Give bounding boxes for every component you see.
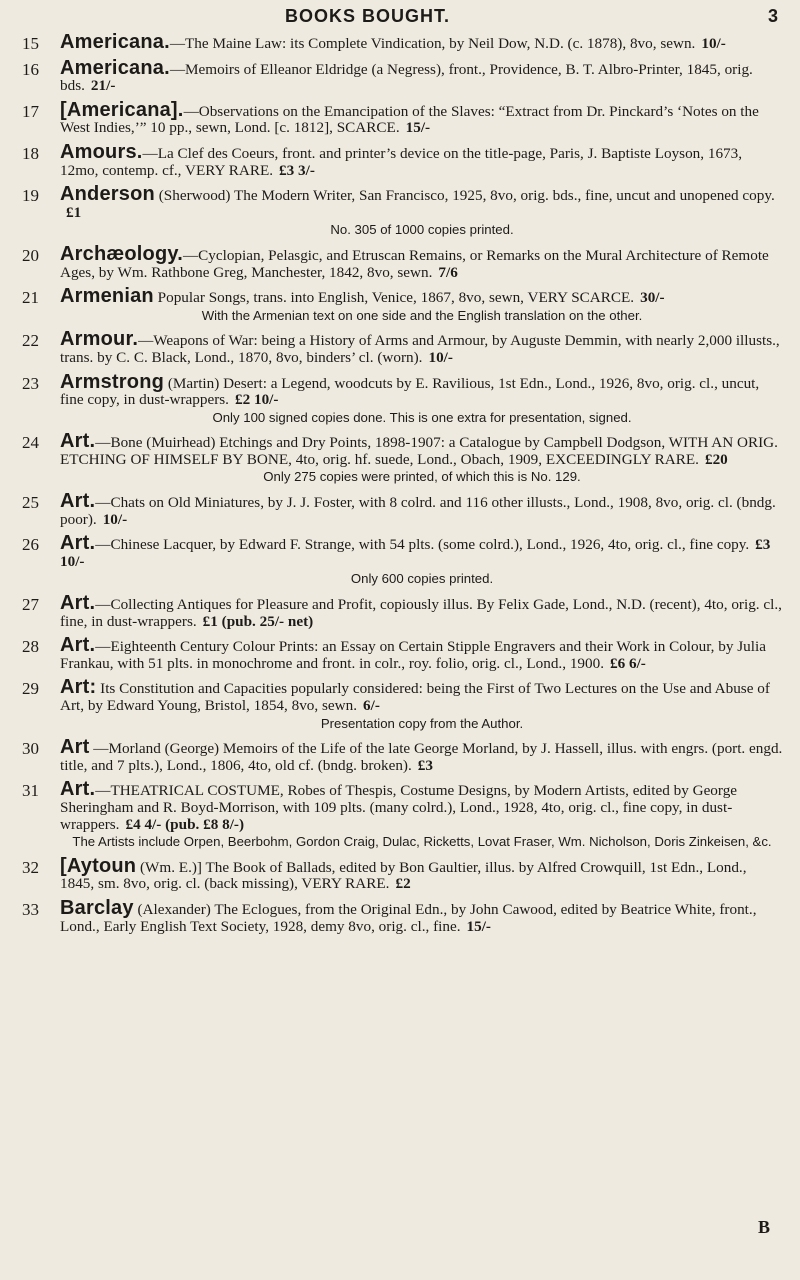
- entry-price: £3: [417, 756, 433, 774]
- entry-headword: Americana.: [60, 31, 170, 53]
- list-item: [0, 242, 800, 281]
- entry-number: 17: [22, 101, 39, 121]
- entry-note: With the Armenian text on one side and the English translation on the other.: [201, 307, 643, 323]
- entry-headword: Americana.: [60, 56, 170, 79]
- entry-list: [0, 31, 800, 942]
- entry-number: 19: [22, 186, 39, 206]
- list-item: [0, 634, 800, 672]
- entry-description: —Chinese Lacquer, by Edward F. Strange, with 54 plts. (some colrd.), Lond., 1926, 4to, orig. cl., fine copy.: [95, 536, 750, 554]
- entry-headword: Amours.: [60, 140, 143, 163]
- list-item: [0, 31, 800, 53]
- list-item: [0, 285, 800, 324]
- entry-price: £1: [66, 203, 82, 221]
- entry-headword: Art.: [60, 490, 96, 513]
- list-item: [0, 56, 800, 95]
- entry-description: Popular Songs, trans. into English, Venice, 1867, 8vo, sewn, VERY SCARCE.: [153, 289, 635, 307]
- list-item: [0, 854, 800, 893]
- entry-description: —The Maine Law: its Complete Vindication, by Neil Dow, N.D. (c. 1878), 8vo, sewn.: [169, 35, 696, 52]
- entry-headword: Armour.: [60, 328, 139, 351]
- entry-headword: Armenian: [60, 285, 154, 308]
- list-item: [0, 183, 800, 239]
- entry-price: £20: [704, 450, 728, 468]
- entry-price: £2: [395, 875, 411, 893]
- entry-description: (Alexander) The Eclogues, from the Original Edn., by John Cawood, edited by Beatrice White, front., Lond., Early English Text Society, 1928, demy 8vo, orig. cl., fine.: [60, 900, 757, 935]
- entry-headword: Art.: [60, 634, 96, 657]
- entry-number: 20: [22, 245, 39, 265]
- entry-number: 26: [22, 535, 39, 555]
- list-item: [0, 98, 800, 137]
- entry-description: —Chats on Old Miniatures, by J. J. Foster, with 8 colrd. and 116 other illusts., Lond., 1908, 8vo, orig. cl. (bndg. poor).: [60, 494, 776, 528]
- entry-number: 15: [22, 34, 39, 53]
- entry-price: £2 10/-: [234, 391, 279, 409]
- list-item: [0, 532, 800, 588]
- list-item: [0, 328, 800, 366]
- entry-note: Presentation copy from the Author.: [320, 715, 524, 731]
- entry-headword: [Aytoun: [60, 854, 137, 877]
- entry-note: Only 275 copies were printed, of which this is No. 129.: [263, 469, 581, 485]
- entry-number: 29: [22, 679, 39, 699]
- entry-price: £3 10/-: [60, 536, 771, 570]
- entry-price: £1 (pub. 25/- net): [202, 612, 314, 630]
- entry-number: 33: [22, 899, 39, 919]
- entry-description: —Weapons of War: being a History of Arms and Armour, by Auguste Demmin, with nearly 2,000 illusts., trans. by C. C. Black, Lond., 1870, 8vo, binders’ cl. (worn).: [60, 332, 780, 366]
- entry-description: —Eighteenth Century Colour Prints: an Essay on Certain Stipple Engravers and their Work in Colour, by Julia Frankau, with 51 plts. in monochrome and front. in colr., roy. folio, orig. cl., Lond., 1900.: [60, 638, 766, 672]
- entry-headword: Armstrong: [60, 370, 165, 393]
- entry-price: 10/-: [428, 348, 453, 366]
- entry-price: £6 6/-: [610, 654, 646, 672]
- list-item: [0, 778, 800, 850]
- entry-number: 31: [22, 781, 39, 801]
- entry-headword: Art.: [60, 592, 96, 615]
- entry-price: 7/6: [438, 263, 458, 281]
- entry-headword: Art.: [60, 778, 96, 801]
- list-item: [0, 490, 800, 528]
- entry-headword: Barclay: [60, 896, 134, 919]
- entry-description: (Wm. E.)] The Book of Ballads, edited by Bon Gaultier, illus. by Alfred Crowquill, 1st Edn., Lond., 1845, sm. 8vo, orig. cl. (back missing), VERY RARE.: [60, 858, 747, 893]
- entry-note: Only 100 signed copies done. This is one extra for presentation, signed.: [212, 409, 632, 425]
- entry-price: £4 4/- (pub. £8 8/-): [125, 815, 245, 833]
- entry-description: —Collecting Antiques for Pleasure and Profit, copiously illus. By Felix Gade, Lond., N.D. (recent), 4to, orig. cl., fine, in dust-wrappers.: [60, 596, 782, 630]
- entry-headword: Art:: [60, 676, 97, 699]
- entry-description: —Morland (George) Memoirs of the Life of the late George Morland, by J. Hassell, illus. with engrs. (port. engd. title, and 7 plts.), Lond., 1806, 4to, old cf. (bndg. broken).: [60, 740, 783, 774]
- entry-headword: [Americana].: [60, 98, 184, 121]
- entry-headword: Anderson: [60, 183, 155, 206]
- entry-number: 16: [22, 59, 39, 79]
- entry-note: The Artists include Orpen, Beerbohm, Gordon Craig, Dulac, Ricketts, Lovat Fraser, Wm. Nicholson, Doris Zinkeisen, &c.: [72, 834, 772, 850]
- entry-number: 21: [22, 288, 39, 308]
- entry-price: 6/-: [363, 697, 380, 714]
- entry-description: —Memoirs of Elleanor Eldridge (a Negress), front., Providence, B. T. Albro-Printer, 1845, orig. bds.: [60, 60, 753, 95]
- entry-note: Only 600 copies printed.: [350, 571, 494, 587]
- running-title: BOOKS BOUGHT.: [285, 6, 451, 26]
- entry-note: No. 305 of 1000 copies printed.: [330, 222, 514, 238]
- entry-description: (Martin) Desert: a Legend, woodcuts by E. Ravilious, 1st Edn., Lond., 1926, 8vo, orig. cl., uncut, fine copy, in dust-wrappers.: [60, 374, 760, 409]
- signature-mark: B: [757, 1217, 770, 1237]
- entry-number: 25: [22, 493, 39, 513]
- entry-number: 32: [22, 857, 39, 877]
- list-item: [0, 370, 800, 427]
- list-item: [0, 676, 800, 732]
- entry-number: 23: [22, 373, 39, 393]
- list-item: [0, 140, 800, 179]
- entry-headword: Art.: [60, 532, 96, 555]
- entry-description: —Bone (Muirhead) Etchings and Dry Points, 1898-1907: a Catalogue by Campbell Dodgson, WITH AN ORIG. ETCHING OF HIMSELF BY BONE, 4to, orig. hf. suede, Lond., Obach, 1909, EXCEEDINGLY RARE.: [60, 434, 778, 468]
- entry-number: 28: [22, 637, 39, 657]
- page-number: 3: [767, 6, 778, 26]
- entry-description: —La Clef des Coeurs, front. and printer’s device on the title-page, Paris, J. Baptiste Loyson, 1673, 12mo, contemp. cf., VERY RARE.: [60, 144, 743, 179]
- entry-description: Its Constitution and Capacities popularly considered: being the First of Two Lectures on the Use and Abuse of Art, by Edward Young, Bristol, 1854, 8vo, sewn.: [60, 680, 770, 714]
- entry-number: 30: [22, 739, 39, 759]
- list-item: [0, 736, 800, 774]
- page-header: [0, 6, 800, 30]
- entry-price: 21/-: [90, 77, 116, 95]
- entry-description: —Observations on the Emancipation of the Slaves: “Extract from Dr. Pinckard’s ‘Notes on the West Indies,’” 10 pp., sewn, Lond. [c. 1812], SCARCE.: [60, 102, 759, 137]
- list-item: [0, 896, 800, 935]
- entry-description: —THEATRICAL COSTUME, Robes of Thespis, Costume Designs, by Modern Artists, edited by George Sheringham and R. Boyd-Morrison, with 109 plts. (many colrd.), Lond., 1928, 4to, orig. cl., fine copy, in dust-wrappers.: [60, 782, 738, 833]
- entry-number: 18: [22, 143, 39, 163]
- entry-headword: Art: [60, 736, 90, 759]
- entry-price: 10/-: [701, 35, 726, 52]
- entry-description: (Sherwood) The Modern Writer, San Francisco, 1925, 8vo, orig. bds., fine, uncut and unopened copy.: [154, 187, 775, 205]
- entry-headword: Art.: [60, 430, 96, 453]
- entry-description: —Cyclopian, Pelasgic, and Etruscan Remains, or Remarks on the Mural Architecture of Remote Ages, by Wm. Rathbone Greg, Manchester, 1842, 8vo, sewn.: [60, 246, 769, 281]
- list-item: [0, 430, 800, 486]
- entry-headword: Archæology.: [60, 242, 183, 265]
- entry-price: 15/-: [466, 917, 491, 935]
- entry-number: 22: [22, 331, 39, 351]
- entry-price: 10/-: [102, 510, 128, 528]
- entry-number: 27: [22, 595, 39, 615]
- entry-number: 24: [22, 433, 39, 453]
- list-item: [0, 592, 800, 630]
- entry-price: £3 3/-: [279, 161, 315, 179]
- entry-price: 15/-: [405, 119, 431, 137]
- entry-price: 30/-: [640, 289, 665, 307]
